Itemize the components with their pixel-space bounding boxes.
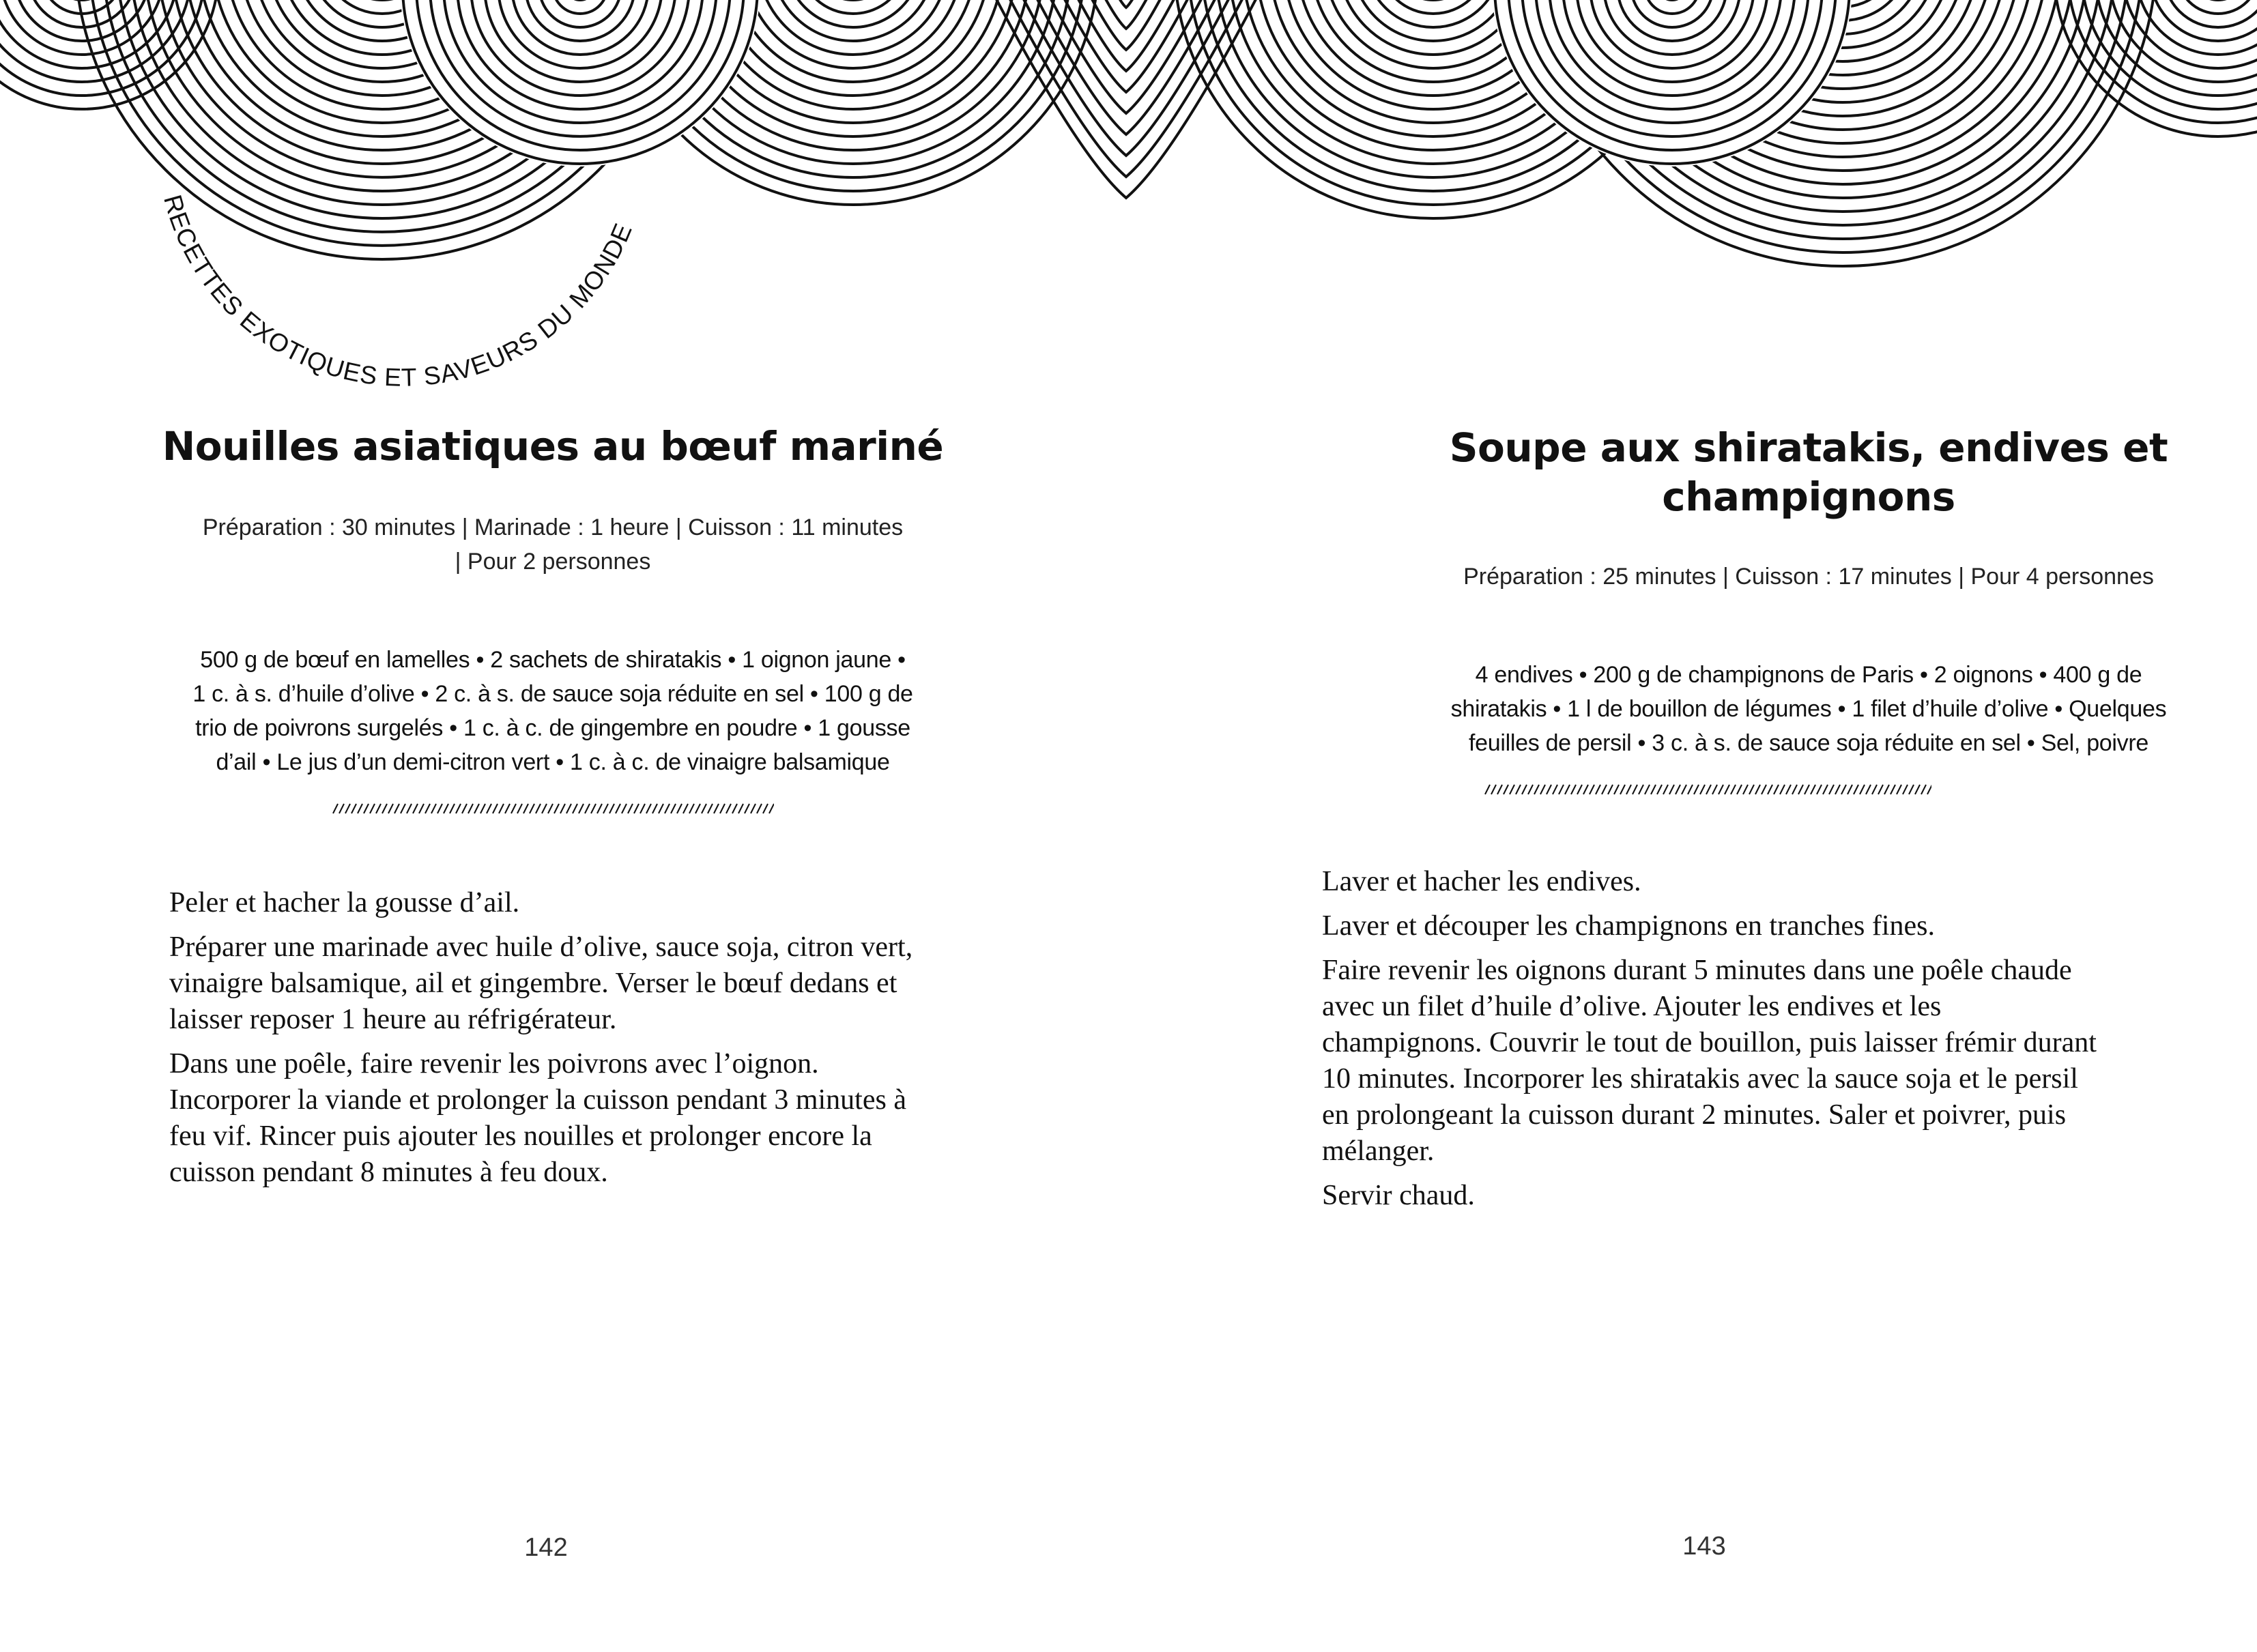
page-number: 142 xyxy=(524,1533,568,1562)
recipe-steps xyxy=(169,885,934,1199)
recipe-meta: Préparation : 25 minutes | Cuisson : 17 minutes | Pour 4 personnes xyxy=(1463,564,2154,590)
ingredients-line: trio de poivrons surgelés • 1 c. à c. de gingembre en poudre • 1 gousse xyxy=(195,715,910,741)
ingredients-line: 4 endives • 200 g de champignons de Paris • 2 oignons • 400 g de xyxy=(1475,662,2142,688)
ingredients-line: feuilles de persil • 3 c. à s. de sauce soja réduite en sel • Sel, poivre xyxy=(1468,730,2148,756)
running-header-text: RECETTES EXOTIQUES ET SAVEURS DU MONDE xyxy=(158,192,638,392)
step-paragraph: Préparer une marinade avec huile d’olive, sauce soja, citron vert, vinaigre balsamique, ail et gingembre. Verser le bœuf dedans et laisser reposer 1 heure au réfrigérateur. xyxy=(169,931,913,1035)
meta-line: | Pour 2 personnes xyxy=(455,549,651,575)
title-line: champignons xyxy=(1662,474,1955,520)
recipe-steps xyxy=(1322,864,2107,1222)
recipe-title: Nouilles asiatiques au bœuf mariné xyxy=(162,423,944,469)
step-paragraph: Peler et hacher la gousse d’ail. xyxy=(169,887,520,918)
ingredients-line: shiratakis • 1 l de bouillon de légumes • 1 filet d’huile d’olive • Quelques xyxy=(1450,696,2167,722)
ingredients-line: 1 c. à s. d’huile d’olive • 2 c. à s. de sauce soja réduite en sel • 100 g de xyxy=(192,681,913,707)
title-line: Soupe aux shiratakis, endives et xyxy=(1449,424,2168,471)
step-paragraph: Dans une poêle, faire revenir les poivrons avec l’oignon. Incorporer la viande et prolonger la cuisson pendant 3 minutes à feu vif. Rincer puis ajouter les nouilles et prolonger encore la cuisson pendant 8 minutes à feu doux. xyxy=(169,1048,906,1188)
right-page xyxy=(1129,0,2257,1652)
svg-text:RECETTES EXOTIQUES ET SAVEURS xyxy=(158,192,637,392)
hatch-divider-icon xyxy=(1481,783,1931,796)
page-number: 143 xyxy=(1682,1532,1726,1561)
step-paragraph: Servir chaud. xyxy=(1322,1180,1475,1211)
step-paragraph: Laver et découper les champignons en tranches fines. xyxy=(1322,910,1935,942)
step-paragraph: Faire revenir les oignons durant 5 minutes dans une poêle chaude avec un filet d’huile d’olive. Ajouter les endives et les champignons. Couvrir le tout de bouillon, puis laisser frémir durant 10 minutes. Incorporer les shiratakis avec la sauce soja et le persil en prolongeant la cuisson durant 2 minutes. Saler et poivrer, puis mélanger. xyxy=(1322,955,2097,1167)
running-header xyxy=(123,130,682,392)
ingredients-line: d’ail • Le jus d’un demi-citron vert • 1 c. à c. de vinaigre balsamique xyxy=(216,749,890,775)
meta-line: Préparation : 30 minutes | Marinade : 1 heure | Cuisson : 11 minutes xyxy=(202,515,904,540)
recipe-title xyxy=(1331,423,2257,521)
ingredients-list xyxy=(1331,658,2257,760)
ingredients-list xyxy=(157,643,949,779)
hatch-divider-icon xyxy=(329,802,774,815)
recipe-meta xyxy=(157,510,949,579)
step-paragraph: Laver et hacher les endives. xyxy=(1322,866,1641,897)
ingredients-line: 500 g de bœuf en lamelles • 2 sachets de shiratakis • 1 oignon jaune • xyxy=(200,647,906,673)
